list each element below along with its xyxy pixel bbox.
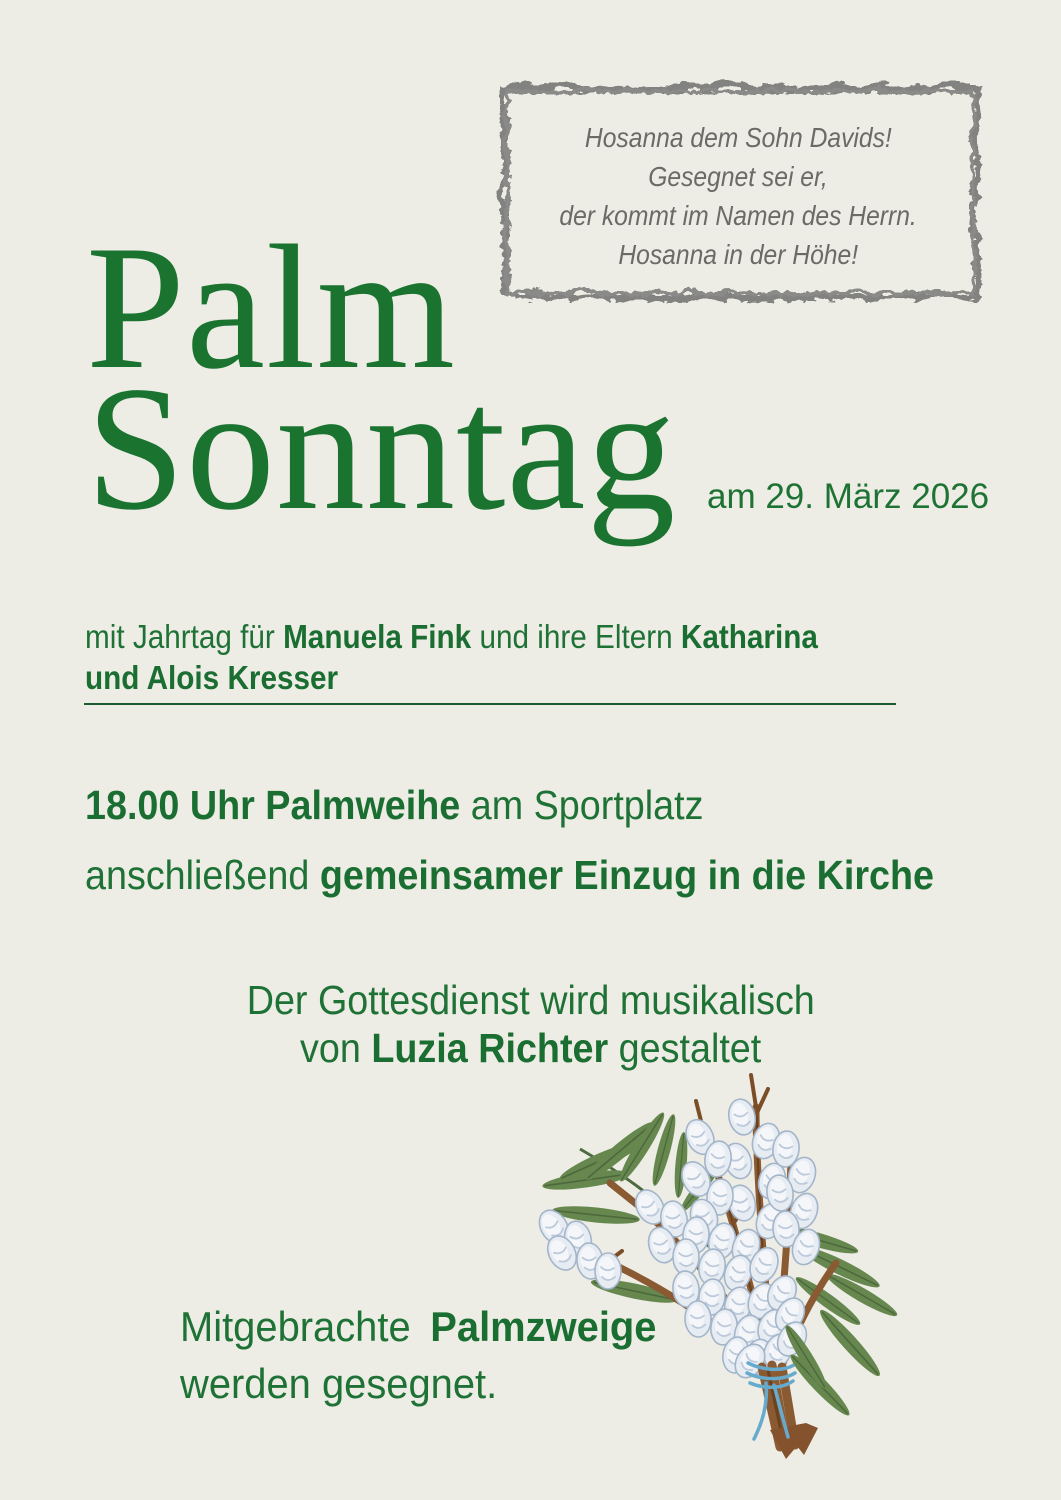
schedule-highlight: gemeinsamer Einzug in die Kirche — [319, 852, 935, 898]
pussy-willow-bouquet-illustration — [488, 1055, 928, 1500]
quote-line: Gesegnet sei er, — [648, 161, 828, 192]
schedule-place: am Sportplatz — [460, 782, 704, 828]
music-text: Der Gottesdienst wird musikalisch — [246, 977, 815, 1023]
dedication-name: Manuela Fink — [283, 618, 472, 655]
bottom-segment: werden gesegnet. — [180, 1360, 498, 1407]
bottom-segment: Mitgebrachte — [180, 1303, 422, 1350]
schedule-time: 18.00 Uhr Palmweihe — [85, 782, 461, 828]
hosanna-quote — [492, 118, 984, 274]
page-title-line2: Sonntag — [86, 349, 677, 547]
schedule-segment: anschließend — [85, 852, 320, 898]
music-line-1 — [30, 977, 1031, 1024]
music-segment: gestaltet — [608, 1025, 762, 1071]
bottom-highlight: Palmzweige — [430, 1303, 657, 1350]
quote-line: Hosanna in der Höhe! — [618, 239, 858, 270]
dedication-segment: und ihre Eltern — [471, 618, 681, 655]
event-date: am 29. März 2026 — [707, 477, 990, 516]
dedication-segment: mit Jahrtag für — [85, 618, 284, 655]
dedication-text — [85, 616, 899, 698]
dedication-name: Katharina — [680, 618, 818, 655]
schedule-line-1 — [85, 782, 757, 829]
schedule-line-2 — [85, 852, 1008, 899]
music-performer: Luzia Richter — [371, 1025, 609, 1071]
divider-rule — [84, 703, 896, 705]
music-segment: von — [299, 1025, 372, 1071]
dedication-name: und Alois Kresser — [85, 659, 339, 696]
quote-box — [492, 76, 984, 304]
quote-line: der kommt im Namen des Herrn. — [559, 200, 917, 231]
page-title-line1: Palm — [86, 208, 456, 406]
bottom-line-2 — [180, 1360, 514, 1408]
quote-line: Hosanna dem Sohn Davids! — [584, 122, 892, 153]
